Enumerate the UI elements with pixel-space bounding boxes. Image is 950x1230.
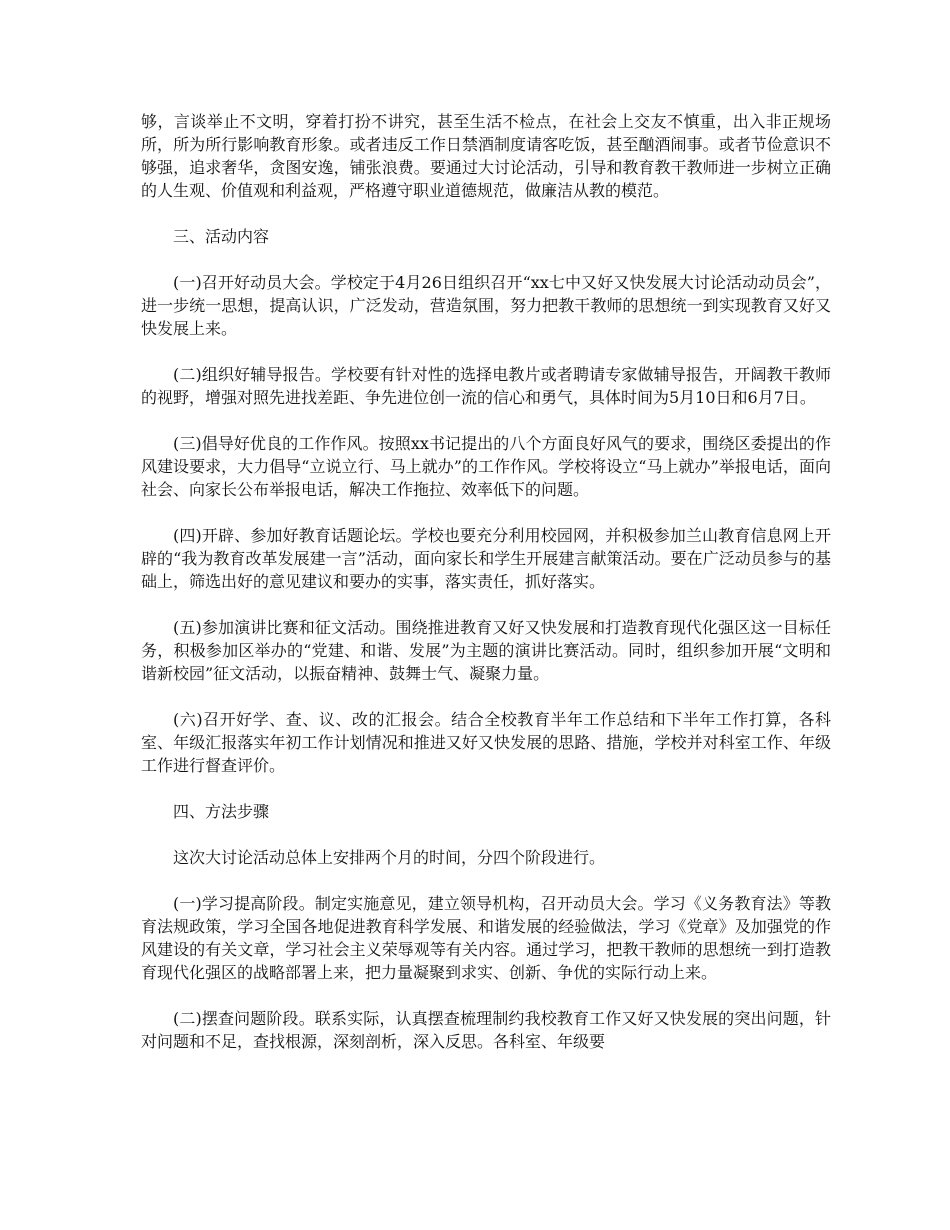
section-heading-activity-content: 三、活动内容 [173, 227, 270, 246]
paragraph-study-stage: (一)学习提高阶段。制定实施意见，建立领导机构，召开动员大会。学习《义务教育法》等教育法规政策，学习全国各地促进教育科学发展、和谐发展的经验做法，学习《党章》及加强党的作风建设的有关文章，学习社会主义荣辱观等有关内容。通过学习，把教干教师的思想统一到打造教育现代化强区的战略部署上来，把力量凝聚到求实、创新、争优的实际行动上来。 [141, 894, 831, 982]
paragraph-report-meeting: (六)召开好学、查、议、改的汇报会。结合全校教育半年工作总结和下半年工作打算，各科室、年级汇报落实年初工作计划情况和推进又好又快发展的思路、措施，学校并对科室工作、年级工作进行督查评价。 [141, 710, 831, 775]
document-body [141, 110, 831, 1076]
paragraph-speech-contest: (五)参加演讲比赛和征文活动。围绕推进教育又好又快发展和打造教育现代化强区这一目标任务，积极参加区举办的“党建、和谐、发展”为主题的演讲比赛活动。同时，组织参加开展“文明和谐新校园”征文活动，以振奋精神、鼓舞士气、凝聚力量。 [141, 618, 831, 683]
paragraph-guidance-report: (二)组织好辅导报告。学校要有针对性的选择电教片或者聘请专家做辅导报告，开阔教干教师的视野，增强对照先进找差距、争先进位创一流的信心和勇气，具体时间为5月10日和6月7日。 [141, 365, 831, 407]
section-heading-method-steps: 四、方法步骤 [173, 802, 270, 821]
paragraph-mobilization-meeting: (一)召开好动员大会。学校定于4月26日组织召开“xx七中又好又快发展大讨论活动动员会”，进一步统一思想，提高认识，广泛发动，营造氛围，努力把教干教师的思想统一到实现教育又好又快发展上来。 [141, 273, 831, 338]
paragraph-problem-stage: (二)摆查问题阶段。联系实际，认真摆查梳理制约我校教育工作又好又快发展的突出问题，针对问题和不足，查找根源，深刻剖析，深入反思。各科室、年级要 [141, 1009, 831, 1051]
paragraph-continuation: 够，言谈举止不文明，穿着打扮不讲究，甚至生活不检点，在社会上交友不慎重，出入非正规场所，所为所行影响教育形象。或者违反工作日禁酒制度请客吃饭，甚至酗酒闹事。或者节俭意识不够强，追求奢华，贪图安逸，铺张浪费。要通过大讨论活动，引导和教育教干教师进一步树立正确的人生观、价值观和利益观，严格遵守职业道德规范，做廉洁从教的模范。 [141, 112, 831, 200]
paragraph-work-style: (三)倡导好优良的工作作风。按照xx书记提出的八个方面良好风气的要求，围绕区委提出的作风建设要求，大力倡导“立说立行、马上就办”的工作作风。学校将设立“马上就办”举报电话，面向社会、向家长公布举报电话，解决工作拖拉、效率低下的问题。 [141, 434, 831, 499]
paragraph-schedule-overview: 这次大讨论活动总体上安排两个月的时间，分四个阶段进行。 [173, 848, 606, 867]
paragraph-forum: (四)开辟、参加好教育话题论坛。学校也要充分利用校园网，并积极参加兰山教育信息网上开辟的“我为教育改革发展建一言”活动，面向家长和学生开展建言献策活动。要在广泛动员参与的基础上，筛选出好的意见建议和要办的实事，落实责任，抓好落实。 [141, 526, 831, 591]
